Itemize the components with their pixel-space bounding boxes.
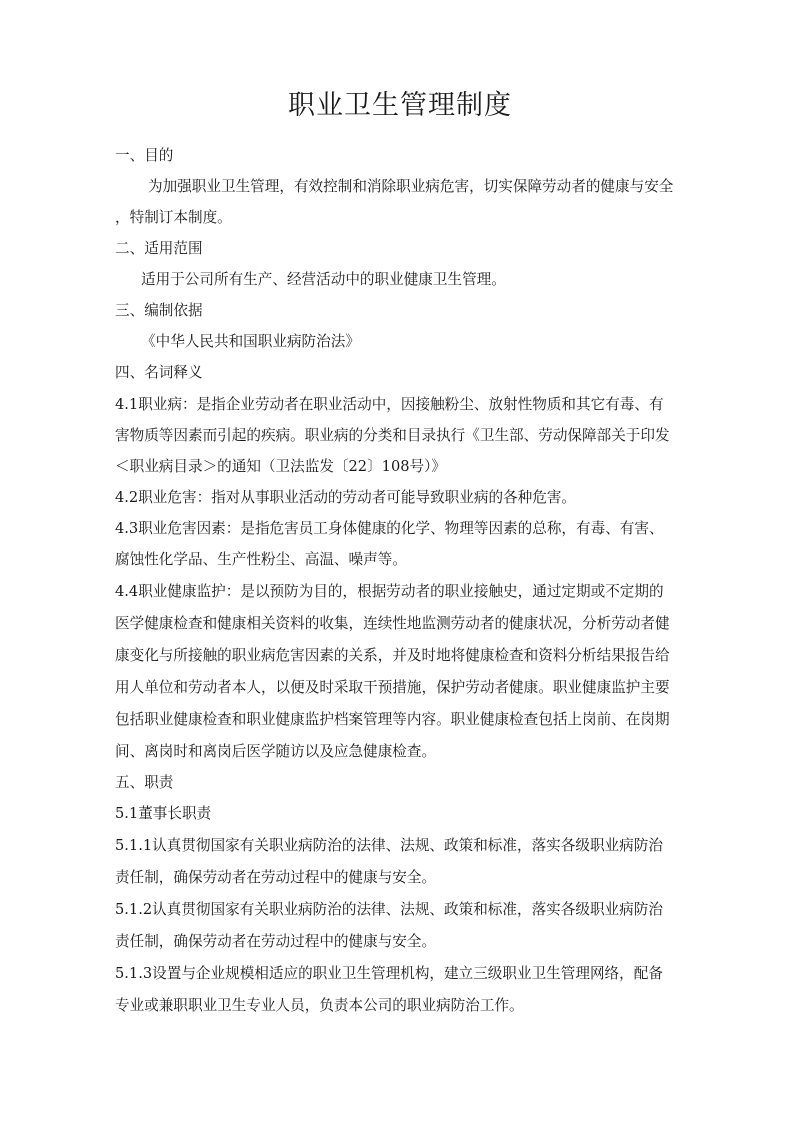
document-title: 职业卫生管理制度 (288, 90, 512, 121)
paragraph-line: 《中华人民共和国职业病防治法》 (141, 333, 360, 350)
paragraph-line: 4.2职业危害：指对从事职业活动的劳动者可能导致职业病的各种危害。 (115, 489, 577, 506)
subsection-heading: 5.1董事长职责 (115, 805, 212, 822)
paragraph-line: 腐蚀性化学品、生产性粉尘、高温、噪声等。 (115, 551, 407, 568)
section-heading-scope: 二、适用范围 (115, 240, 203, 257)
paragraph-line: 4.3职业危害因素：是指危害员工身体健康的化学、物理等因素的总称，有毒、有害、 (115, 520, 664, 537)
section-heading-purpose: 一、目的 (115, 147, 174, 164)
paragraph-line: 5.1.3设置与企业规模相适应的职业卫生管理机构，建立三级职业卫生管理网络，配备 (115, 965, 663, 982)
paragraph-line: 责任制，确保劳动者在劳动过程中的健康与安全。 (115, 933, 437, 950)
section-heading-duties: 五、职责 (115, 774, 174, 791)
paragraph-line: 为加强职业卫生管理，有效控制和消除职业病危害，切实保障劳动者的健康与安全 (148, 178, 674, 195)
paragraph-line: 医学健康检查和健康相关资料的收集，连续性地监测劳动者的健康状况，分析劳动者健 (115, 615, 670, 632)
paragraph-line: 包括职业健康检查和职业健康监护档案管理等内容。职业健康检查包括上岗前、在岗期 (115, 711, 670, 728)
section-heading-basis: 三、编制依据 (115, 302, 203, 319)
paragraph-line: 4.1职业病：是指企业劳动者在职业活动中，因接触粉尘、放射性物质和其它有毒、有 (115, 396, 664, 413)
paragraph-line: ＜职业病目录＞的通知（卫法监发〔22〕108号）》 (115, 458, 447, 475)
paragraph-line: 害物质等因素而引起的疾病。职业病的分类和目录执行《卫生部、劳动保障部关于印发 (115, 427, 670, 444)
paragraph-line: 5.1.2认真贯彻国家有关职业病防治的法律、法规、政策和标准，落实各级职业病防治 (115, 901, 663, 918)
paragraph-line: 用人单位和劳动者本人，以便及时采取干预措施，保护劳动者健康。职业健康监护主要 (115, 679, 670, 696)
paragraph-line: 5.1.1认真贯彻国家有关职业病防治的法律、法规、政策和标准，落实各级职业病防治 (115, 837, 663, 854)
paragraph-line: 康变化与所接触的职业病危害因素的关系，并及时地将健康检查和资料分析结果报告给 (115, 647, 670, 664)
paragraph-line: ，特制订本制度。 (115, 209, 232, 226)
paragraph-line: 专业或兼职职业卫生专业人员，负责本公司的职业病防治工作。 (115, 997, 524, 1014)
paragraph-line: 适用于公司所有生产、经营活动中的职业健康卫生管理。 (141, 271, 506, 288)
section-heading-definitions: 四、名词释义 (115, 364, 203, 381)
paragraph-line: 责任制，确保劳动者在劳动过程中的健康与安全。 (115, 869, 437, 886)
paragraph-line: 4.4职业健康监护：是以预防为目的，根据劳动者的职业接触史，通过定期或不定期的 (115, 583, 664, 600)
paragraph-line: 间、离岗时和离岗后医学随访以及应急健康检查。 (115, 743, 437, 760)
